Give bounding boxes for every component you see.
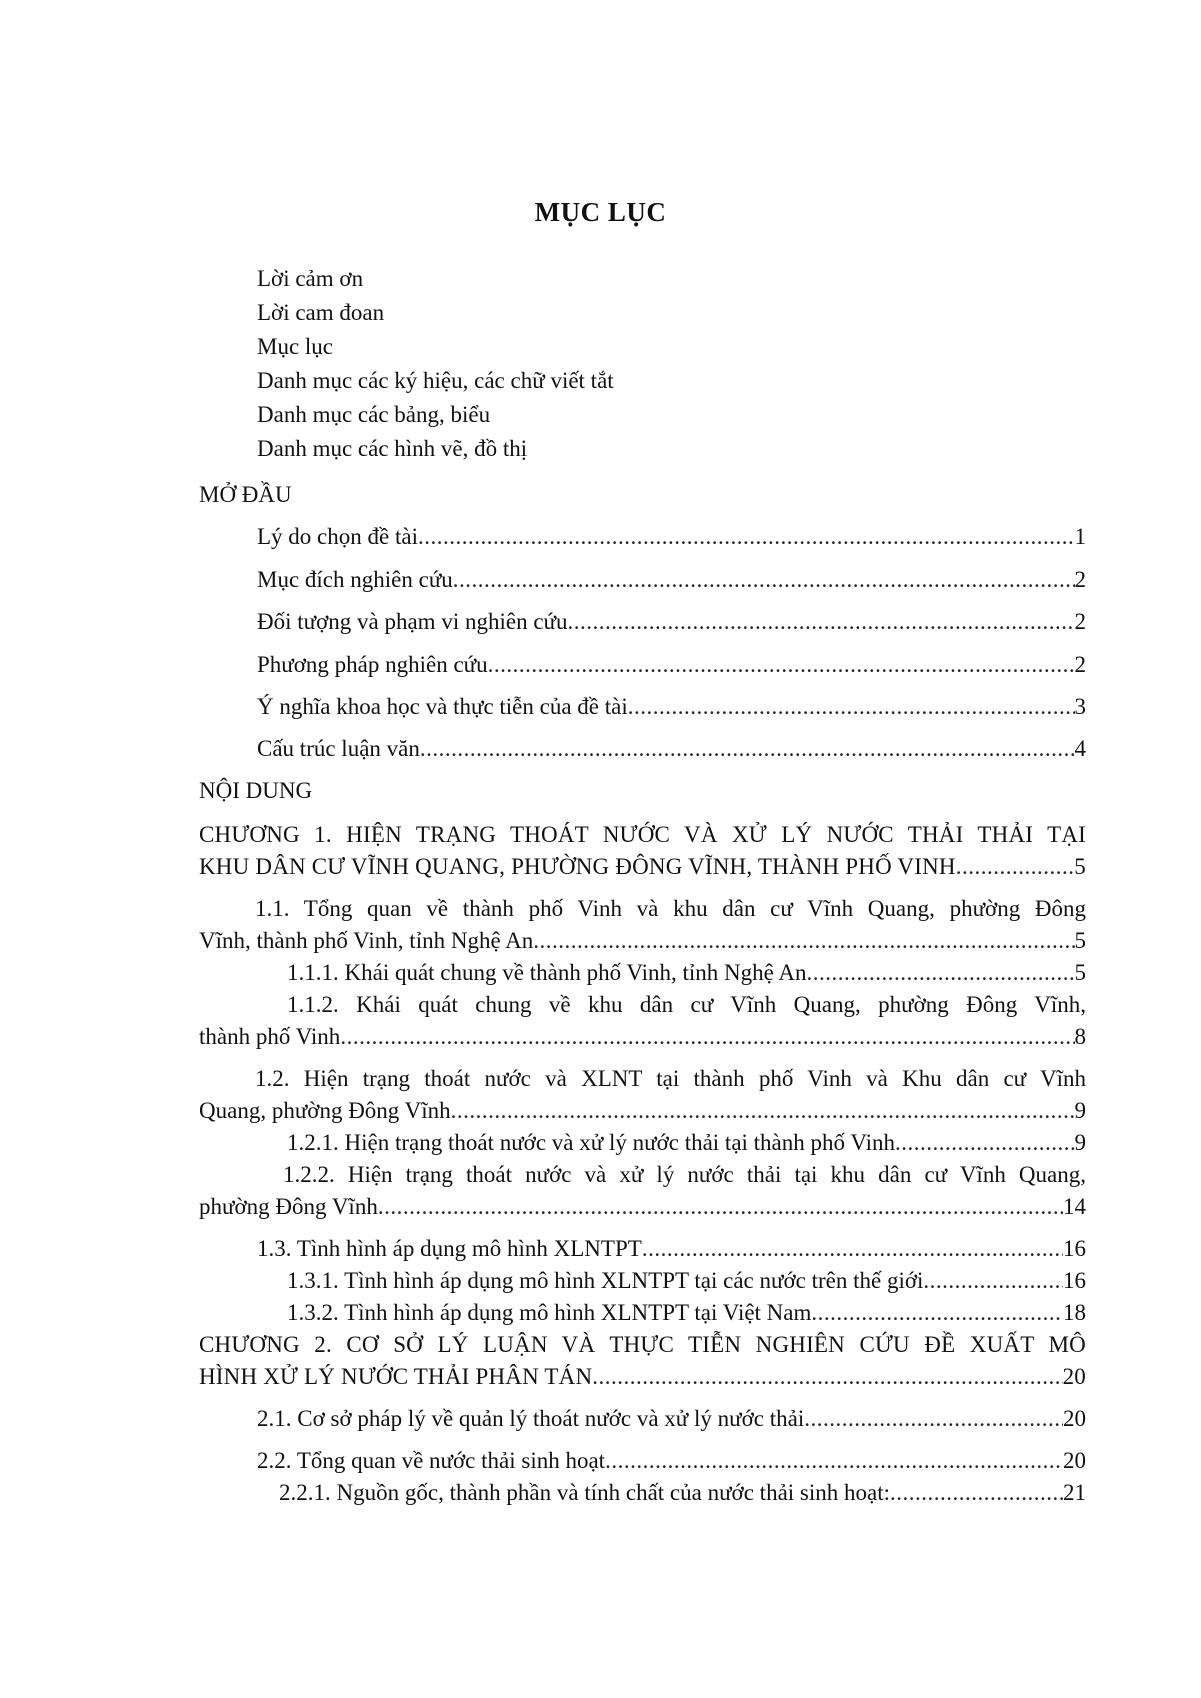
toc-leader xyxy=(533,926,1074,956)
toc-page-number: 2 xyxy=(1074,609,1086,634)
toc-page-number: 5 xyxy=(1074,854,1086,879)
toc-page-number: 14 xyxy=(1063,1194,1086,1219)
toc-entry xyxy=(199,1192,1086,1222)
toc-leader xyxy=(956,852,1075,882)
toc-page-number: 5 xyxy=(1074,960,1086,985)
front-matter-item: Danh mục các ký hiệu, các chữ viết tắt xyxy=(257,368,614,393)
toc-entry xyxy=(257,565,1086,595)
toc-entry-text: 1.3. Tình hình áp dụng mô hình XLNTPT xyxy=(257,1236,642,1261)
section-heading-mo-dau: MỞ ĐẦU xyxy=(199,482,292,507)
toc-leader xyxy=(340,1022,1074,1052)
toc-entry xyxy=(257,650,1086,680)
toc-page-number: 18 xyxy=(1063,1300,1086,1325)
toc-entry xyxy=(287,1298,1086,1328)
toc-entry xyxy=(199,852,1086,882)
front-matter-item: Lời cam đoan xyxy=(257,300,385,325)
front-matter-item: Danh mục các hình vẽ, đồ thị xyxy=(257,436,528,461)
toc-leader xyxy=(592,1362,1062,1392)
toc-leader xyxy=(628,692,1075,722)
toc-leader xyxy=(420,734,1075,764)
toc-entry xyxy=(199,926,1086,956)
toc-entry-text: 2.2.1. Nguồn gốc, thành phần và tính chất của nước thải sinh hoạt: xyxy=(279,1480,890,1505)
toc-entry-text: Phương pháp nghiên cứu xyxy=(257,652,488,677)
toc-entry-text: Ý nghĩa khoa học và thực tiễn của đề tài xyxy=(257,694,628,719)
toc-entry-text: 2.1. Cơ sở pháp lý về quản lý thoát nước và xử lý nước thải xyxy=(257,1406,805,1431)
toc-entry-text: Mục đích nghiên cứu xyxy=(257,567,453,592)
toc-page-number: 2 xyxy=(1074,652,1086,677)
toc-page-number: 21 xyxy=(1063,1480,1086,1505)
toc-page-number: 8 xyxy=(1074,1024,1086,1049)
front-matter-item: Lời cảm ơn xyxy=(257,266,364,291)
page-title: MỤC LỤC xyxy=(534,197,667,227)
chapter-1-title-line1: CHƯƠNG 1. HIỆN TRẠNG THOÁT NƯỚC VÀ XỬ LÝ NƯỚC THẢI THẢI TẠI xyxy=(199,822,1086,847)
toc-leader xyxy=(605,1446,1063,1476)
chapter-2-title-line1: CHƯƠNG 2. CƠ SỞ LÝ LUẬN VÀ THỰC TIỄN NGHIÊN CỨU ĐỀ XUẤT MÔ xyxy=(199,1332,1086,1357)
toc-entry xyxy=(287,1128,1086,1158)
chapter-2-title-line2: HÌNH XỬ LÝ NƯỚC THẢI PHÂN TÁN xyxy=(199,1364,593,1389)
toc-page-number: 16 xyxy=(1063,1268,1086,1293)
section-1-2-2-line1: 1.2.2. Hiện trạng thoát nước và xử lý nước thải tại khu dân cư Vĩnh Quang, xyxy=(283,1162,1086,1187)
toc-entry xyxy=(199,1096,1086,1126)
chapter-1-title-line2: KHU DÂN CƯ VĨNH QUANG, PHƯỜNG ĐÔNG VĨNH, THÀNH PHỐ VINH xyxy=(199,854,956,879)
toc-leader xyxy=(568,607,1075,637)
section-1-1-line2: Vĩnh, thành phố Vinh, tỉnh Nghệ An xyxy=(199,928,534,953)
toc-leader xyxy=(488,650,1075,680)
toc-page-number: 16 xyxy=(1063,1236,1086,1261)
toc-leader xyxy=(811,1298,1063,1328)
toc-page-number: 9 xyxy=(1074,1130,1086,1155)
toc-entry xyxy=(257,522,1086,552)
toc-page-number: 1 xyxy=(1074,524,1086,549)
front-matter-item: Danh mục các bảng, biểu xyxy=(257,402,491,427)
toc-entry xyxy=(257,1234,1086,1264)
toc-entry-text: 1.3.2. Tình hình áp dụng mô hình XLNTPT tại Việt Nam xyxy=(287,1300,812,1325)
section-1-1-2-line1: 1.1.2. Khái quát chung về khu dân cư Vĩnh Quang, phường Đông Vĩnh, xyxy=(287,992,1086,1017)
toc-page-number: 4 xyxy=(1074,736,1086,761)
toc-leader xyxy=(453,565,1075,595)
toc-leader xyxy=(890,1478,1063,1508)
toc-page-number: 20 xyxy=(1063,1448,1086,1473)
section-1-1-line1: 1.1. Tổng quan về thành phố Vinh và khu dân cư Vĩnh Quang, phường Đông xyxy=(255,896,1086,921)
toc-entry-text: Đối tượng và phạm vi nghiên cứu xyxy=(257,609,568,634)
toc-entry-text: 1.1.1. Khái quát chung về thành phố Vinh, tỉnh Nghệ An xyxy=(287,960,807,985)
toc-page-number: 2 xyxy=(1074,567,1086,592)
section-1-2-2-line2: phường Đông Vĩnh xyxy=(199,1194,378,1219)
toc-leader xyxy=(642,1234,1063,1264)
front-matter-item: Mục lục xyxy=(257,334,334,359)
toc-entry xyxy=(199,1362,1086,1392)
toc-leader xyxy=(418,522,1075,552)
toc-leader xyxy=(806,958,1074,988)
toc-leader xyxy=(895,1128,1075,1158)
toc-entry xyxy=(199,1022,1086,1052)
toc-entry xyxy=(287,1266,1086,1296)
toc-entry xyxy=(257,1446,1086,1476)
toc-entry-text: 1.2.1. Hiện trạng thoát nước và xử lý nước thải tại thành phố Vinh xyxy=(287,1130,895,1155)
section-heading-noi-dung: NỘI DUNG xyxy=(199,778,313,803)
toc-leader xyxy=(923,1266,1063,1296)
toc-page-number: 9 xyxy=(1074,1098,1086,1123)
toc-entry xyxy=(257,734,1086,764)
toc-entry xyxy=(257,607,1086,637)
toc-page-number: 3 xyxy=(1074,694,1086,719)
toc-entry xyxy=(257,1404,1086,1434)
toc-entry xyxy=(257,692,1086,722)
section-1-2-line1: 1.2. Hiện trạng thoát nước và XLNT tại thành phố Vinh và Khu dân cư Vĩnh xyxy=(255,1066,1086,1091)
section-1-2-line2: Quang, phường Đông Vĩnh xyxy=(199,1098,451,1123)
toc-entry-text: 2.2. Tổng quan về nước thải sinh hoạt xyxy=(257,1448,606,1473)
toc-leader xyxy=(378,1192,1063,1222)
toc-entry xyxy=(279,1478,1086,1508)
toc-leader xyxy=(451,1096,1075,1126)
toc-entry xyxy=(287,958,1086,988)
toc-leader xyxy=(804,1404,1063,1434)
toc-page-number: 5 xyxy=(1074,928,1086,953)
section-1-1-2-line2: thành phố Vinh xyxy=(199,1024,341,1049)
toc-page-number: 20 xyxy=(1063,1406,1086,1431)
toc-entry-text: 1.3.1. Tình hình áp dụng mô hình XLNTPT tại các nước trên thế giới xyxy=(287,1268,924,1293)
toc-entry-text: Cấu trúc luận văn xyxy=(257,736,420,761)
toc-entry-text: Lý do chọn đề tài xyxy=(257,524,418,549)
toc-page-number: 20 xyxy=(1062,1364,1086,1389)
